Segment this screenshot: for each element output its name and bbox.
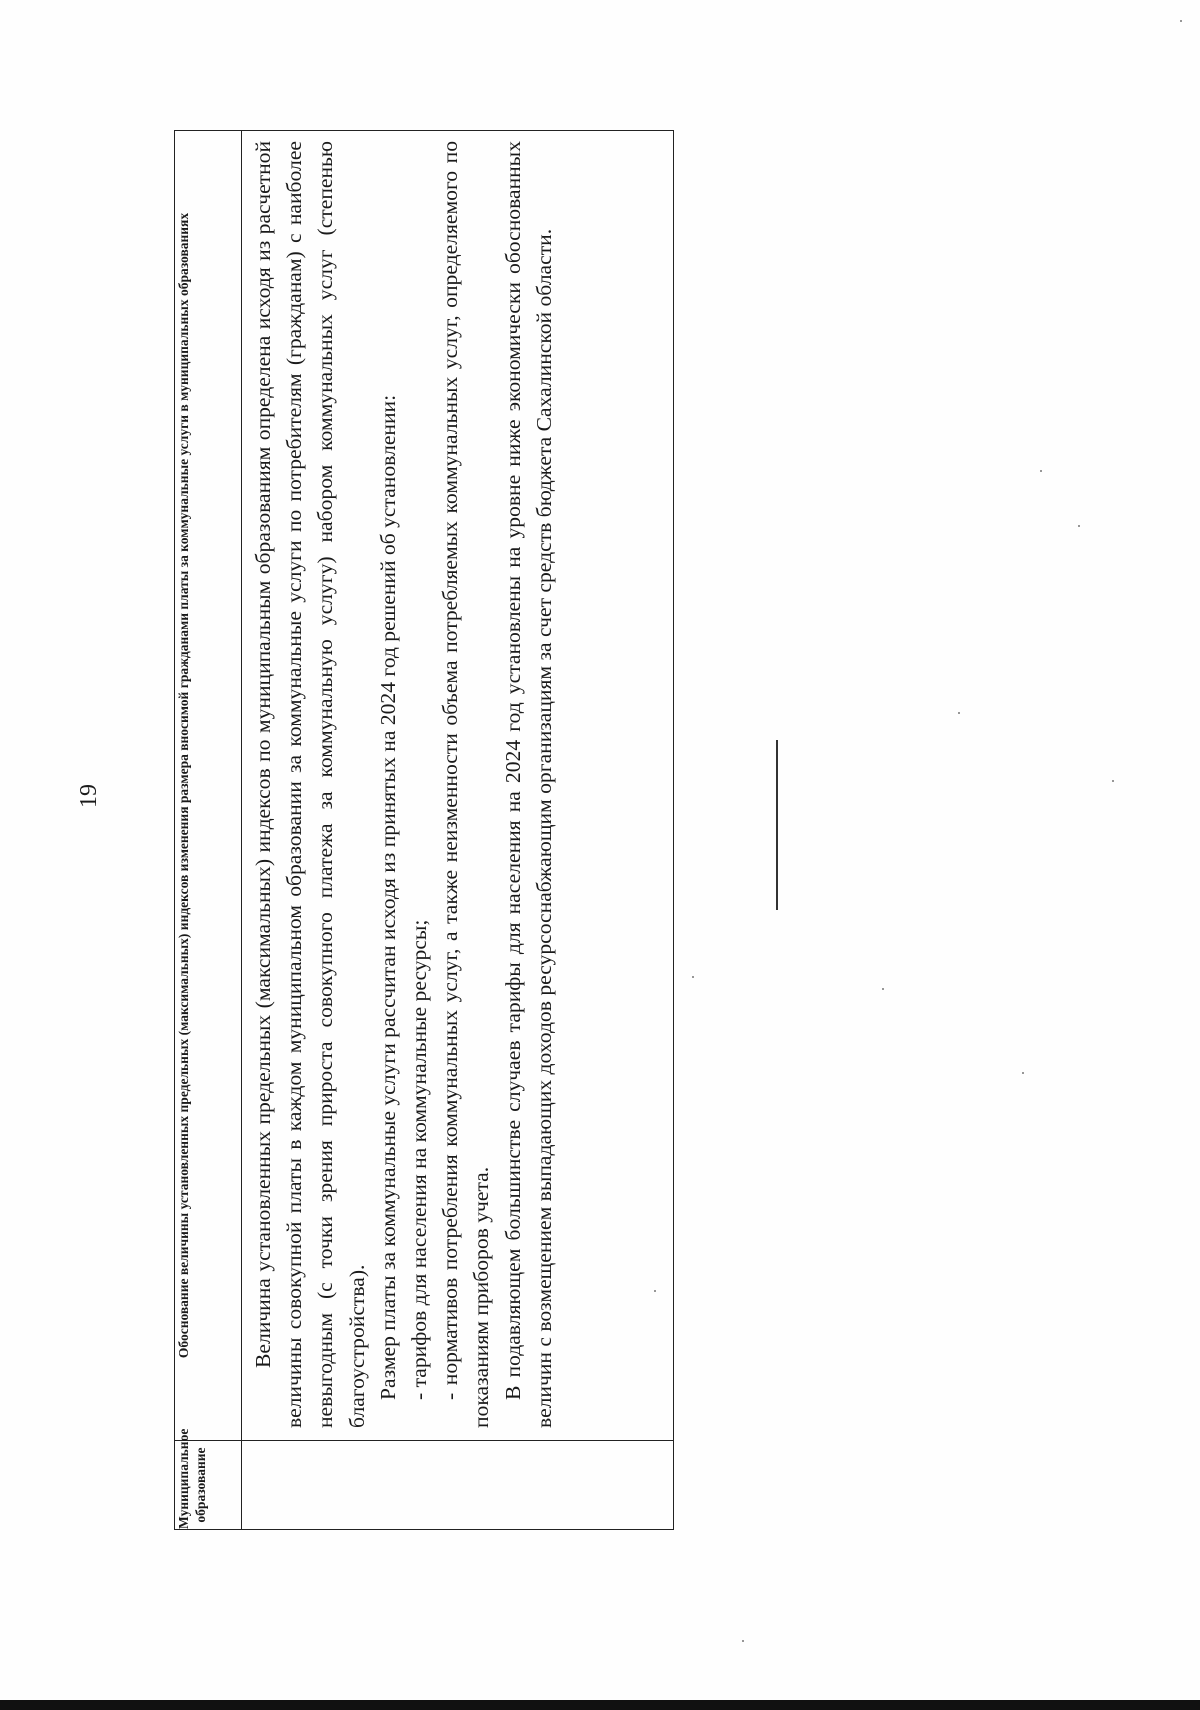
scan-speck xyxy=(1078,525,1080,527)
scan-speck xyxy=(692,976,694,978)
rotated-table-frame xyxy=(174,130,674,1530)
scan-speck xyxy=(1112,780,1114,782)
table-header-row xyxy=(175,131,242,1530)
justification-text xyxy=(242,131,566,1440)
scan-speck xyxy=(958,712,960,714)
justification-table xyxy=(174,130,674,1530)
header-justification: Обоснование величины установленных предельных (максимальных) индексов изменения размера вносимой гражданами платы за коммунальные услуги в муниципальных образованиях xyxy=(175,131,242,1441)
header-municipality: Муниципальное образование xyxy=(175,1441,242,1530)
scan-speck xyxy=(1022,1072,1024,1074)
paragraph-norms-item: - нормативов потребления коммунальных услуг, а также неизменности объема потребляемых коммунальных услуг, определяемого по показаниям приборов учета. xyxy=(438,141,494,1428)
rotated-content xyxy=(174,141,674,1529)
paragraph-payment-size: Размер платы за коммунальные услуги рассчитан исходя из принятых на 2024 год решений об установлении: xyxy=(375,394,400,1400)
scan-speck xyxy=(1040,470,1042,472)
paragraph-tariffs-item: - тарифов для населения на коммунальные ресурсы; xyxy=(407,919,432,1400)
cell-justification xyxy=(242,131,674,1441)
paragraph-majority-cases: В подавляющем большинстве случаев тарифы для населения на 2024 год установлены на уровне ниже экономически обоснованных величин с возмещением выпадающих доходов ресурсоснабжающим организациям за счет средств бюджета Сахалинской области. xyxy=(500,141,556,1428)
scan-speck xyxy=(654,1290,656,1292)
cell-municipality xyxy=(242,1441,674,1530)
scan-speck xyxy=(882,988,884,990)
scan-speck xyxy=(1180,20,1182,22)
page-number: 19 xyxy=(76,784,102,808)
scan-speck xyxy=(742,1640,744,1642)
table-row xyxy=(242,131,674,1530)
scan-bottom-edge xyxy=(0,1700,1200,1710)
paragraph-index-value: Величина установленных предельных (максимальных) индексов по муниципальным образованиям определена исходя из расчетной величины совокупной платы в каждом муниципальном образовании за коммунальные услуги по потребителям (гражданам) с наиболее невыгодным (с точки зрения прироста совокупного платежа за коммунальную услугу) набором коммунальных услуг (степенью благоустройства). xyxy=(251,141,369,1428)
separator-line xyxy=(776,740,778,910)
